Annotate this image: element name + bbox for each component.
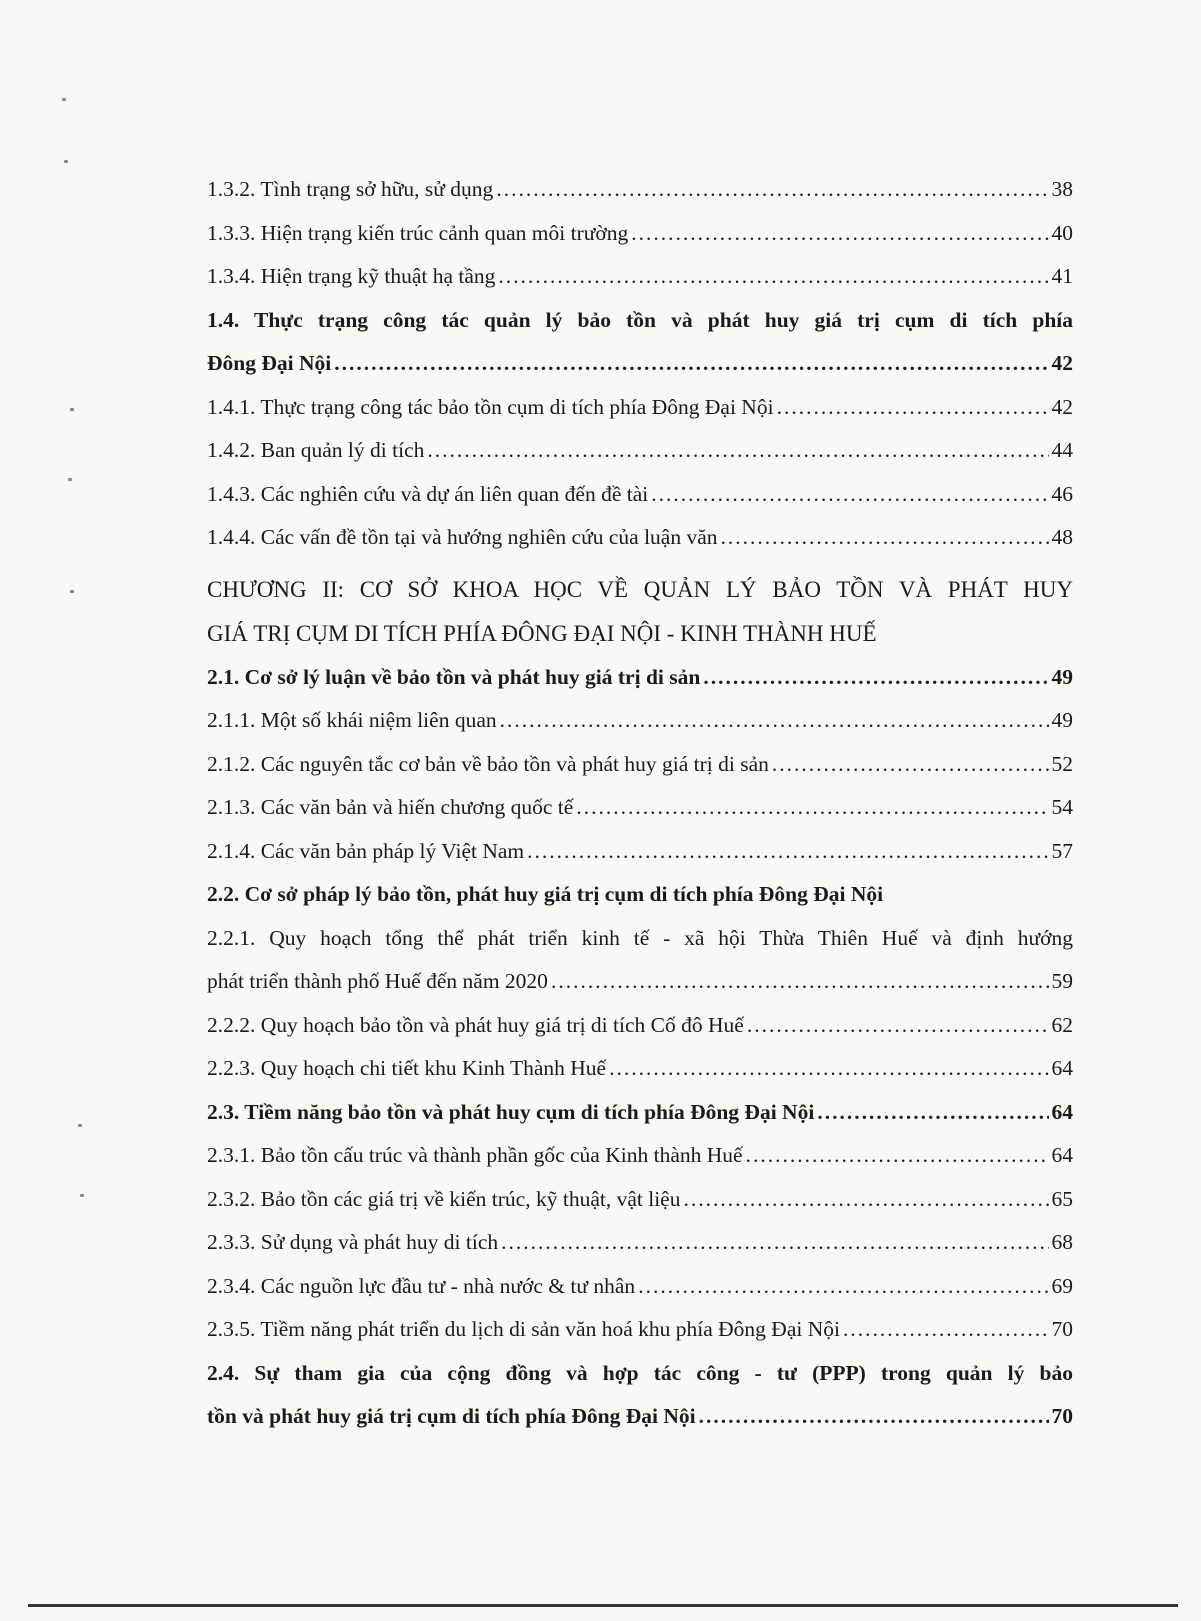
- toc-entry-title: 2.1.2. Các nguyên tắc cơ bản về bảo tồn và phát huy giá trị di sản: [207, 751, 769, 776]
- toc-page-number: 52: [1051, 751, 1073, 776]
- toc-entry[interactable]: [207, 473, 1073, 517]
- chapter-heading-line2[interactable]: GIÁ TRỊ CỤM DI TÍCH PHÍA ĐÔNG ĐẠI NỘI - KINH THÀNH HUẾ: [207, 620, 877, 646]
- toc-entry[interactable]: [207, 1047, 1073, 1091]
- toc-entry-title: 1.3.4. Hiện trạng kỹ thuật hạ tầng: [207, 264, 496, 288]
- toc-page-number: 70: [1051, 1404, 1073, 1428]
- toc-leader-dots: [703, 656, 1048, 700]
- scan-speck: [80, 1194, 84, 1197]
- toc-entry-title: 2.2. Cơ sở pháp lý bảo tồn, phát huy giá trị cụm di tích phía Đông Đại Nội: [207, 882, 884, 906]
- toc-page-number: 65: [1051, 1186, 1073, 1211]
- toc-page-number: 44: [1051, 438, 1073, 462]
- toc-entry[interactable]: [207, 960, 1073, 1004]
- toc-entry[interactable]: [207, 1091, 1073, 1135]
- scan-speck: [70, 408, 74, 411]
- chapter-heading-line1[interactable]: CHƯƠNG II: CƠ SỞ KHOA HỌC VỀ QUẢN LÝ BẢO TỒN VÀ PHÁT HUY: [207, 576, 1073, 602]
- toc-page-number: 42: [1051, 394, 1073, 419]
- toc-leader-dots: [638, 1265, 1048, 1309]
- toc-page-number: 64: [1051, 1056, 1073, 1080]
- toc-leader-dots: [777, 386, 1049, 430]
- toc-entry-title: 1.3.3. Hiện trạng kiến trúc cảnh quan môi trường: [207, 220, 629, 245]
- toc-entry-title: 2.1. Cơ sở lý luận về bảo tồn và phát huy giá trị di sản: [207, 664, 701, 689]
- toc-entry-title: 2.3. Tiềm năng bảo tồn và phát huy cụm di tích phía Đông Đại Nội: [207, 1099, 815, 1124]
- toc-page-number: 54: [1051, 795, 1073, 819]
- toc-entry-title: 2.2.3. Quy hoạch chi tiết khu Kinh Thành Huế: [207, 1056, 607, 1080]
- scan-speck: [68, 478, 72, 481]
- toc-entry-heading-line1[interactable]: 2.4. Sự tham gia của cộng đồng và hợp tác công - tư (PPP) trong quản lý bảo: [207, 1360, 1073, 1385]
- toc-entry-title: 2.1.3. Các văn bản và hiến chương quốc tế: [207, 795, 574, 819]
- toc-leader-dots: [576, 786, 1048, 830]
- toc-page-number: 68: [1051, 1230, 1073, 1254]
- toc-leader-dots: [651, 473, 1048, 517]
- toc-leader-dots: [631, 212, 1048, 256]
- toc-leader-dots: [609, 1047, 1048, 1091]
- toc-page-number: 49: [1051, 708, 1073, 732]
- scan-speck: [64, 160, 68, 163]
- toc-entry[interactable]: [207, 1308, 1073, 1352]
- toc-entry-title: Đông Đại Nội: [207, 351, 332, 375]
- toc-leader-dots: [683, 1178, 1048, 1222]
- toc-leader-dots: [817, 1091, 1048, 1135]
- toc-entry[interactable]: [207, 168, 1073, 212]
- toc-leader-dots: [498, 255, 1048, 299]
- toc-page-number: 70: [1051, 1317, 1073, 1341]
- toc-entry[interactable]: [207, 1134, 1073, 1178]
- toc-page-number: 64: [1051, 1143, 1073, 1167]
- toc-entry-title: 2.1.1. Một số khái niệm liên quan: [207, 708, 497, 732]
- toc-entry[interactable]: [207, 830, 1073, 874]
- toc-page-number: 42: [1051, 351, 1073, 375]
- toc-entry-title: phát triển thành phố Huế đến năm 2020: [207, 969, 548, 993]
- toc-page-number: 46: [1051, 481, 1073, 506]
- toc-entry[interactable]: [207, 386, 1073, 430]
- toc-leader-dots: [500, 699, 1049, 743]
- toc-entry[interactable]: [207, 786, 1073, 830]
- toc-entry-title: tồn và phát huy giá trị cụm di tích phía Đông Đại Nội: [207, 1404, 696, 1428]
- toc-leader-dots: [501, 1221, 1048, 1265]
- toc-entry-title: 2.3.5. Tiềm năng phát triển du lịch di sản văn hoá khu phía Đông Đại Nội: [207, 1317, 840, 1341]
- toc-entry-title: 1.4.2. Ban quản lý di tích: [207, 438, 425, 462]
- toc-leader-dots: [747, 1004, 1049, 1048]
- toc-entry[interactable]: [207, 1265, 1073, 1309]
- toc-entry[interactable]: [207, 1221, 1073, 1265]
- toc-entry[interactable]: [207, 429, 1073, 473]
- toc-page-number: 62: [1051, 1012, 1073, 1037]
- table-of-contents: [207, 168, 1073, 1439]
- toc-entry[interactable]: [207, 212, 1073, 256]
- scan-speck: [78, 1124, 82, 1127]
- toc-page-number: 57: [1051, 838, 1073, 863]
- toc-entry[interactable]: [207, 1395, 1073, 1439]
- toc-entry[interactable]: [207, 342, 1073, 386]
- toc-entry-title: 2.3.3. Sử dụng và phát huy di tích: [207, 1230, 499, 1254]
- toc-entry-title: 2.3.4. Các nguồn lực đầu tư - nhà nước & tư nhân: [207, 1273, 636, 1298]
- toc-entry-title: 2.1.4. Các văn bản pháp lý Việt Nam: [207, 838, 525, 863]
- toc-leader-dots: [527, 830, 1048, 874]
- toc-page-number: 49: [1051, 664, 1073, 689]
- toc-entry[interactable]: [207, 699, 1073, 743]
- toc-page-number: 40: [1051, 220, 1073, 245]
- bottom-rule: [28, 1604, 1178, 1607]
- scan-speck: [62, 98, 66, 101]
- toc-leader-dots: [721, 516, 1049, 560]
- toc-leader-dots: [427, 429, 1048, 473]
- toc-page-number: 41: [1051, 264, 1073, 288]
- toc-entry[interactable]: [207, 1004, 1073, 1048]
- toc-entry[interactable]: [207, 1178, 1073, 1222]
- toc-page-number: 64: [1051, 1099, 1073, 1124]
- toc-entry-heading[interactable]: [207, 873, 1073, 917]
- toc-entry[interactable]: [207, 516, 1073, 560]
- toc-entry-title: 2.2.2. Quy hoạch bảo tồn và phát huy giá trị di tích Cố đô Huế: [207, 1012, 744, 1037]
- toc-page-number: 59: [1051, 969, 1073, 993]
- toc-leader-dots: [334, 342, 1048, 386]
- toc-entry-title: 2.3.1. Bảo tồn cấu trúc và thành phần gốc của Kinh thành Huế: [207, 1143, 743, 1167]
- toc-page-number: 48: [1051, 525, 1073, 549]
- toc-page-number: 69: [1051, 1273, 1073, 1298]
- toc-entry[interactable]: [207, 255, 1073, 299]
- toc-leader-dots: [843, 1308, 1049, 1352]
- toc-entry-heading-line1[interactable]: 1.4. Thực trạng công tác quản lý bảo tồn và phát huy giá trị cụm di tích phía: [207, 307, 1073, 332]
- toc-entry-title: 1.4.1. Thực trạng công tác bảo tồn cụm di tích phía Đông Đại Nội: [207, 394, 774, 419]
- toc-entry-title: 1.4.4. Các vấn đề tồn tại và hướng nghiên cứu của luận văn: [207, 525, 718, 549]
- toc-entry-title: 2.3.2. Bảo tồn các giá trị về kiến trúc, kỹ thuật, vật liệu: [207, 1186, 681, 1211]
- toc-leader-dots: [551, 960, 1049, 1004]
- toc-entry-line1[interactable]: 2.2.1. Quy hoạch tổng thể phát triển kinh tế - xã hội Thừa Thiên Huế và định hướng: [207, 925, 1073, 950]
- scan-speck: [70, 590, 74, 593]
- toc-leader-dots: [772, 743, 1049, 787]
- toc-leader-dots: [496, 168, 1048, 212]
- toc-entry[interactable]: [207, 656, 1073, 700]
- toc-page-number: 38: [1051, 177, 1073, 201]
- toc-leader-dots: [699, 1395, 1049, 1439]
- toc-entry[interactable]: [207, 743, 1073, 787]
- toc-entry-title: 1.4.3. Các nghiên cứu và dự án liên quan đến đề tài: [207, 481, 649, 506]
- toc-entry-title: 1.3.2. Tình trạng sở hữu, sử dụng: [207, 177, 494, 201]
- toc-leader-dots: [746, 1134, 1049, 1178]
